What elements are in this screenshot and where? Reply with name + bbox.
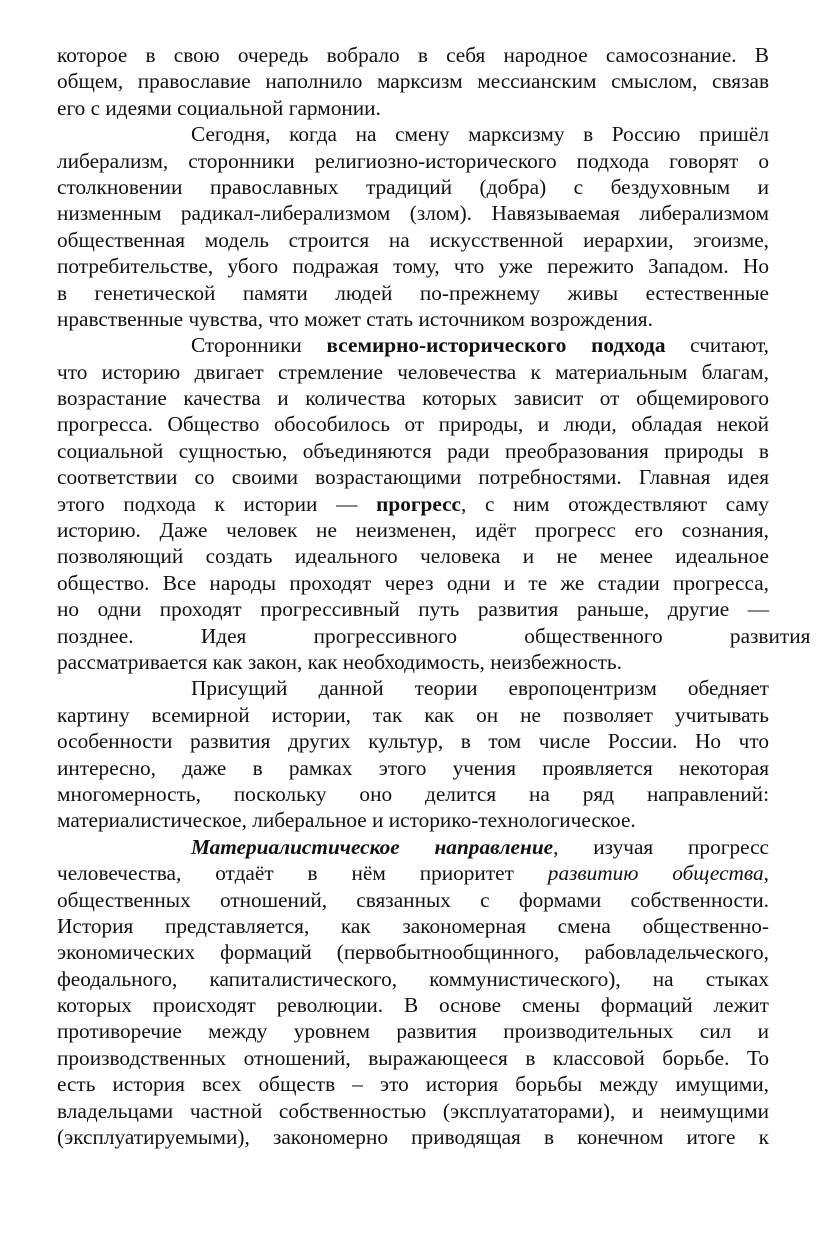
text-line: которых происходят революции. В основе смены формаций лежит (57, 993, 769, 1018)
text-run: , (763, 861, 769, 886)
text-line: владельцами частной собственностью (эксплуататорами), и неимущими (57, 1098, 769, 1123)
text-line: производственных отношений, выражающееся в классовой борьбе. То (57, 1045, 769, 1070)
text-line: общество. Все народы проходят через одни и те же стадии прогресса, (57, 570, 769, 595)
text-line: особенности развития других культур, в том числе России. Но что (57, 729, 769, 754)
text-line: материалистическое, либеральное и историко-технологическое. (57, 808, 636, 833)
bold-term: прогресс (376, 491, 462, 516)
bold-term: всемирно-исторического подхода (326, 333, 666, 358)
italic-term: развитию общества (547, 861, 764, 886)
text-line: либерализм, сторонники религиозно-исторического подхода говорят о (57, 148, 769, 173)
text-line: которое в свою очередь вобрало в себя народное самосознание. В (57, 43, 769, 67)
bold-italic-term: Материалистическое направление (191, 834, 554, 859)
text-line: что историю двигает стремление человечества к материальным благам, (57, 359, 769, 384)
text-run: , изучая прогресс (553, 834, 769, 859)
text-line: общественных отношений, связанных с формами собственности. (57, 887, 769, 912)
text-line: многомерность, поскольку оно делится на ряд направлений: (57, 781, 769, 806)
text-run: считают, (665, 333, 769, 358)
text-line: противоречие между уровнем развития производительных сил и (57, 1019, 769, 1044)
text-run: Сторонники (191, 333, 327, 358)
text-line: но одни проходят прогрессивный путь развития раньше, другие — (57, 597, 769, 622)
text-run: , с ним отождествляют саму (461, 491, 770, 516)
text-run: этого подхода к истории — (57, 491, 377, 516)
text-line: История представляется, как закономерная смена общественно- (57, 913, 769, 938)
text-line: прогресса. Общество обособилось от природы, и люди, обладая некой (57, 412, 769, 437)
text-line: позднее. Идея прогрессивного общественного развития (57, 623, 811, 648)
text-line: феодального, капиталистического, коммунистического), на стыках (57, 966, 769, 991)
text-run: человечества, отдаёт в нём приоритет (57, 861, 548, 886)
text-line: есть история всех обществ – это история борьбы между имущими, (57, 1072, 769, 1097)
text-line: нравственные чувства, что может стать источником возрождения. (57, 306, 653, 331)
text-line: его с идеями социальной гармонии. (57, 95, 381, 120)
text-line: историю. Даже человек не неизменен, идёт прогресс его сознания, (57, 518, 769, 543)
text-line (57, 491, 769, 517)
text-line (57, 332, 769, 358)
text-line: рассматривается как закон, как необходимость, неизбежность. (57, 649, 622, 674)
document-page (57, 42, 811, 1150)
text-line: позволяющий создать идеального человека и не менее идеальное (57, 544, 769, 569)
text-line: потребительстве, убого подражая тому, что уже пережито Западом. Но (57, 254, 769, 279)
text-line: соответствии со своими возрастающими потребностями. Главная идея (57, 465, 769, 490)
text-line (57, 860, 769, 886)
text-line: Присущий данной теории европоцентризм обедняет (191, 676, 769, 701)
text-line: (эксплуатируемыми), закономерно приводящая в конечном итоге к (57, 1125, 769, 1150)
text-line: социальной сущностью, объединяются ради преобразования природы в (57, 438, 769, 463)
text-line: экономических формаций (первобытнообщинного, рабовладельческого, (57, 940, 769, 965)
text-line: общественная модель строится на искусственной иерархии, эгоизме, (57, 227, 769, 252)
text-line: Сегодня, когда на смену марксизму в Россию пришёл (191, 122, 769, 147)
text-line: в генетической памяти людей по-прежнему живы естественные (57, 280, 769, 305)
text-line (57, 834, 769, 860)
text-line: интересно, даже в рамках этого учения проявляется некоторая (57, 755, 769, 780)
text-line: столкновении православных традиций (добра) с бездуховным и (57, 174, 769, 199)
text-line: низменным радикал-либерализмом (злом). Навязываемая либерализмом (57, 201, 769, 226)
text-line: картину всемирной истории, так как он не позволяет учитывать (57, 702, 769, 727)
text-line: общем, православие наполнило марксизм мессианским смыслом, связав (57, 69, 769, 94)
text-line: возрастание качества и количества которых зависит от общемирового (57, 386, 769, 411)
